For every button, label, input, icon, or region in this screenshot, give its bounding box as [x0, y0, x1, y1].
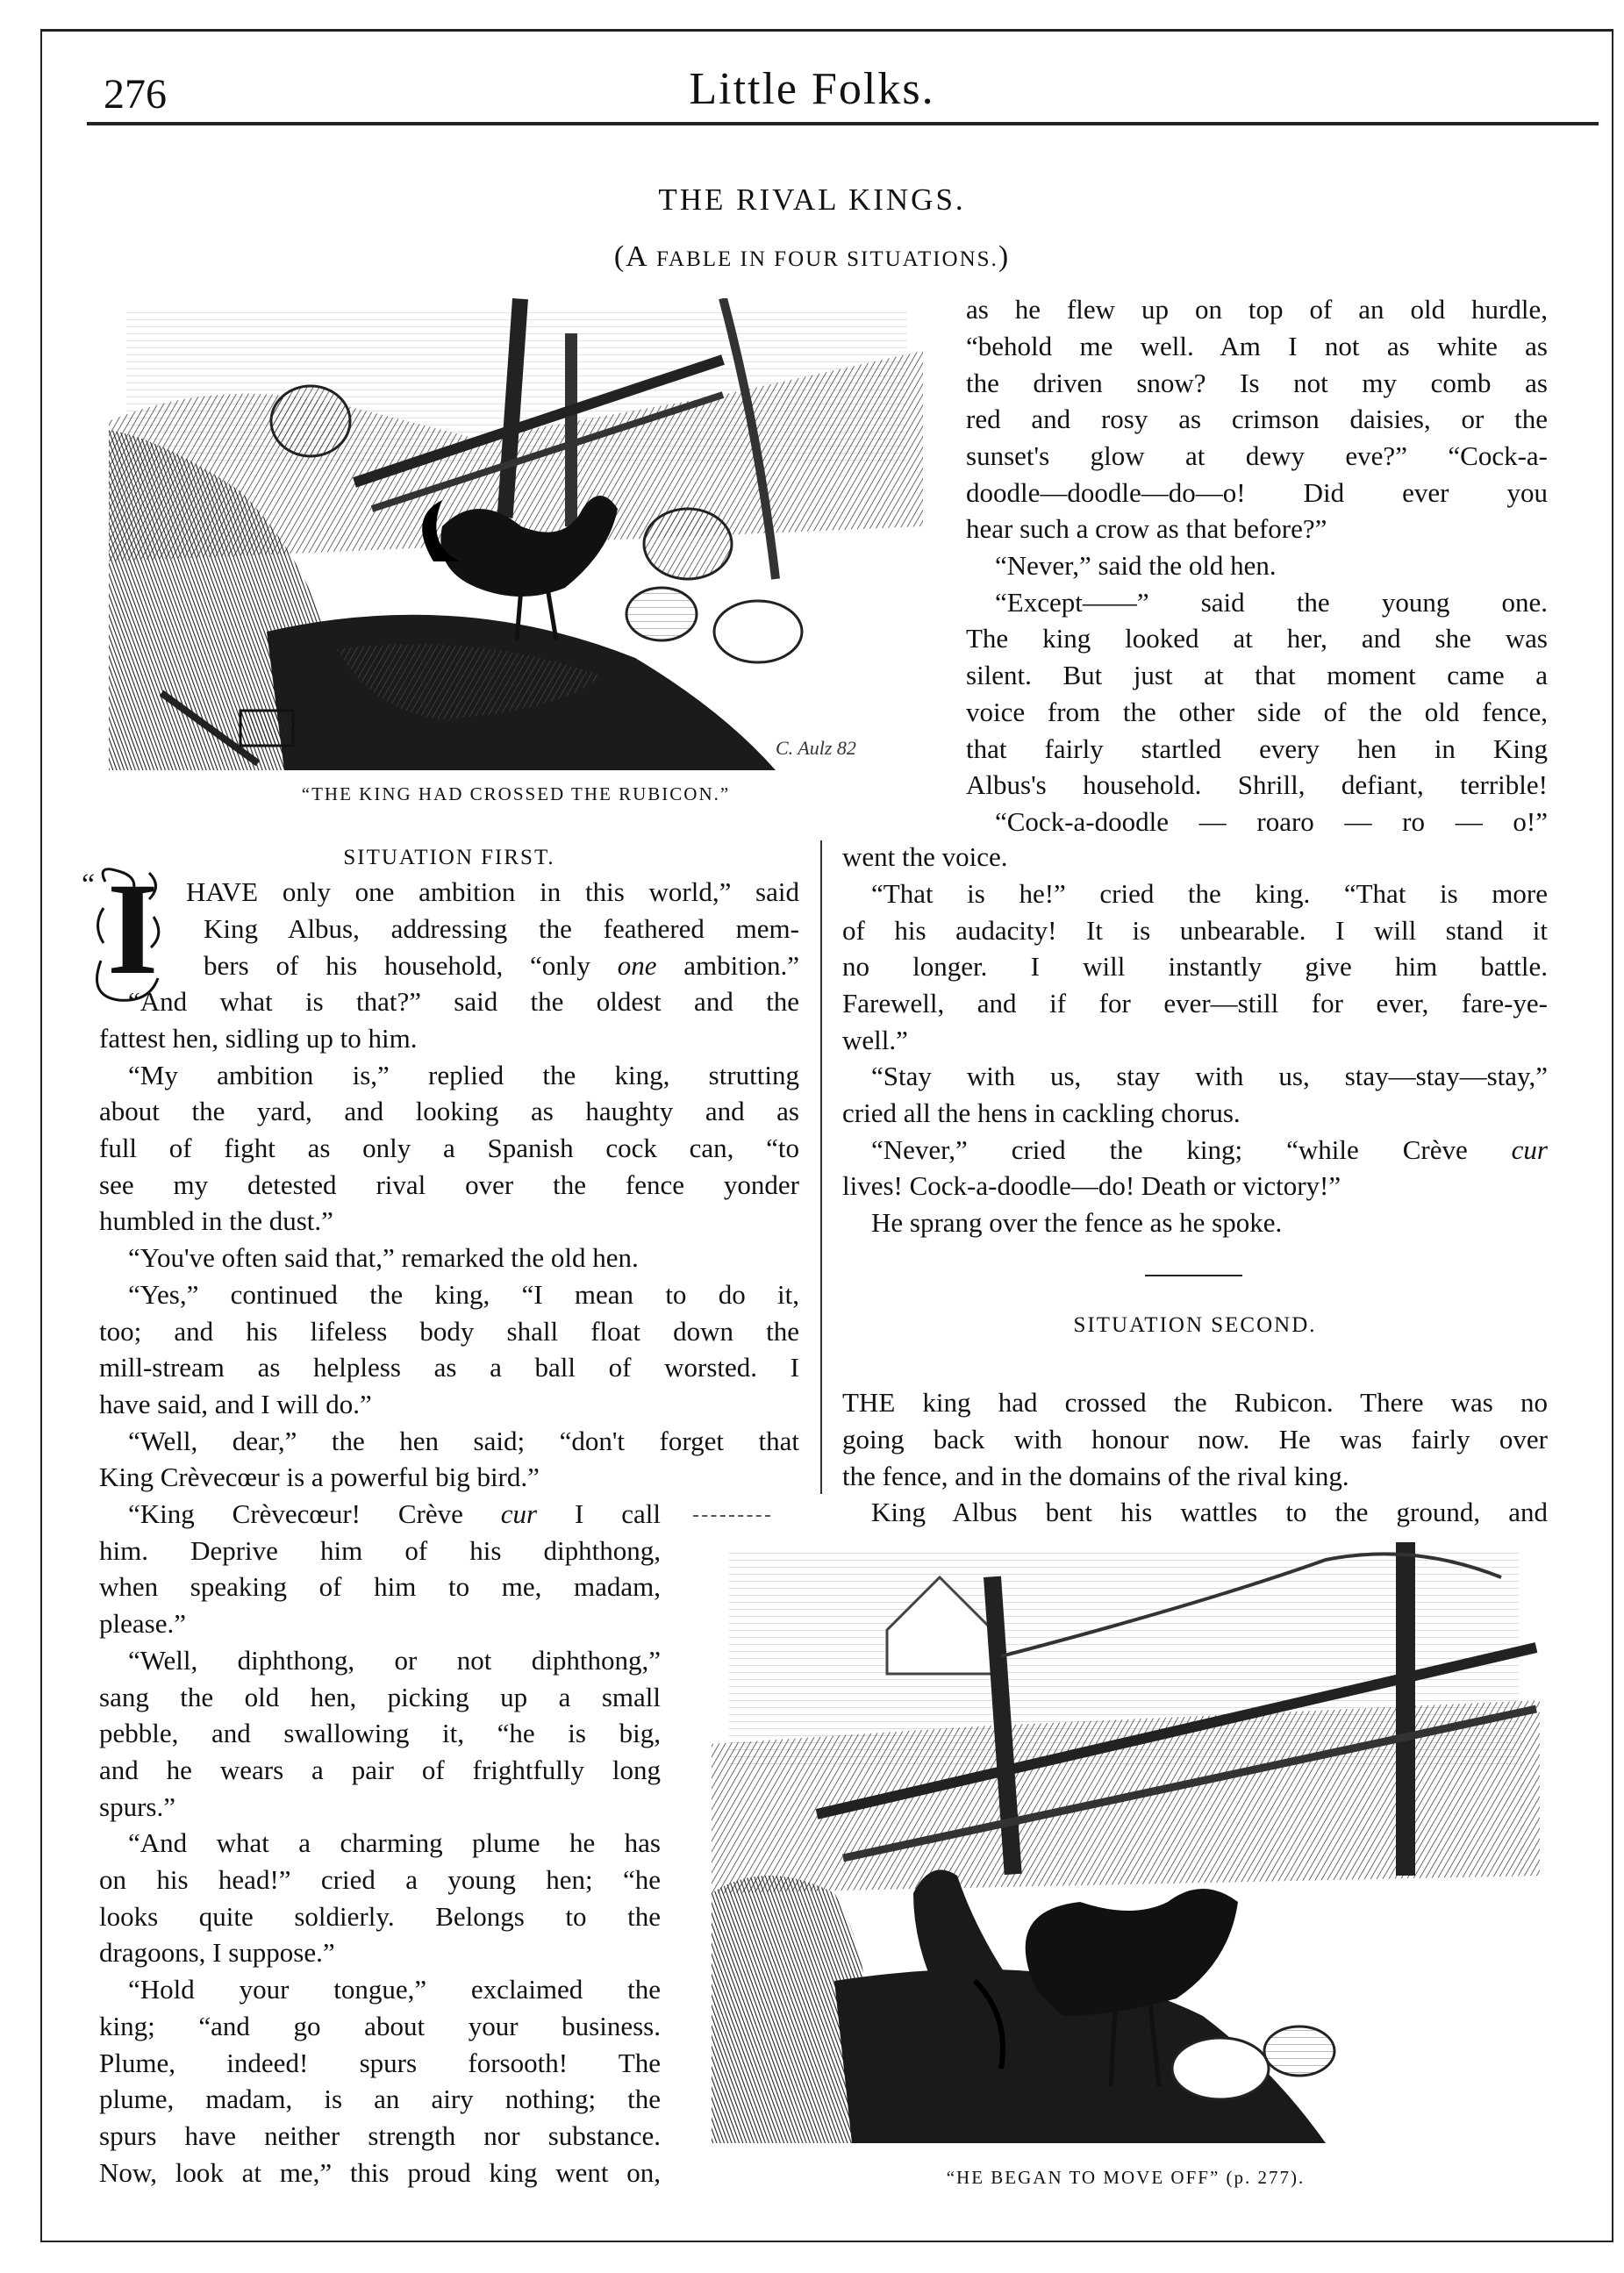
italic-text: one	[617, 949, 657, 981]
text-line: “And what is that?” said the oldest and the	[128, 986, 799, 1018]
text-line: and he wears a pair of frightfully long	[99, 1754, 661, 1785]
text-line: of his audacity! It is unbearable. I will stand it	[842, 914, 1548, 946]
text-line: He sprang over the fence as he spoke.	[871, 1207, 1283, 1239]
illustration-he-began-to-move-off	[712, 1525, 1540, 2143]
section-divider	[1145, 1275, 1242, 1276]
text-line: “Well, diphthong, or not diphthong,”	[128, 1644, 661, 1676]
text-line: “Yes,” continued the king, “I mean to do it,	[128, 1278, 799, 1310]
text-segment: I call	[537, 1498, 661, 1530]
text-line: humbled in the dust.”	[99, 1205, 333, 1237]
text-line: “You've often said that,” remarked the old hen.	[128, 1242, 639, 1274]
subtitle-text: FABLE IN FOUR SITUATIONS.	[648, 247, 998, 271]
text-line: voice from the other side of the old fence,	[966, 696, 1548, 727]
text-line: that fairly startled every hen in King	[966, 733, 1548, 764]
text-line: plume, madam, is an airy nothing; the	[99, 2084, 661, 2115]
text-line: “My ambition is,” replied the king, strutting	[128, 1059, 799, 1090]
text-line: The king looked at her, and she was	[966, 623, 1548, 654]
text-line: dragoons, I suppose.”	[99, 1937, 335, 1969]
page-number: 276	[104, 71, 167, 118]
text-segment: “King Crèvecœur! Crève	[128, 1498, 501, 1530]
section-heading-situation-first: SITUATION FIRST.	[343, 846, 555, 869]
text-line: King Albus, addressing the feathered mem-	[204, 912, 799, 944]
illustration-2-caption: “HE BEGAN TO MOVE OFF” (p. 277).	[946, 2167, 1306, 2188]
text-line: well.”	[842, 1024, 908, 1055]
text-line: full of fight as only a Spanish cock can, “to	[99, 1133, 799, 1164]
text-line: see my detested rival over the fence yonder	[99, 1169, 799, 1200]
text-line: Albus's household. Shrill, defiant, terrible!	[966, 769, 1548, 801]
text-line: the fence, and in the domains of the rival king.	[842, 1460, 1349, 1491]
stray-dash-mark	[693, 1515, 770, 1517]
text-line: “That is he!” cried the king. “That is more	[871, 877, 1548, 909]
text-line: when speaking of him to me, madam,	[99, 1571, 661, 1603]
text-line: sang the old hen, picking up a small	[99, 1681, 661, 1712]
text-line: king; “and go about your business.	[99, 2010, 661, 2041]
text-line: King Crèvecœur is a powerful big bird.”	[99, 1462, 540, 1493]
text-line: THE king had crossed the Rubicon. There was no	[842, 1387, 1548, 1419]
text-line: on his head!” cried a young hen; “he	[99, 1864, 661, 1896]
section-heading-situation-second: SITUATION SECOND.	[1073, 1313, 1317, 1337]
text-line: HAVE only one ambition in this world,” said	[186, 876, 799, 908]
text-line: the driven snow? Is not my comb as	[966, 367, 1548, 398]
text-line: looks quite soldierly. Belongs to the	[99, 1900, 661, 1932]
text-line: doodle—doodle—do—o! Did ever you	[966, 476, 1548, 508]
text-line: please.”	[99, 1608, 186, 1640]
header-rule	[87, 122, 1599, 125]
drop-cap-quote: “	[82, 868, 96, 901]
text-line: “Stay with us, stay with us, stay—stay—stay,”	[871, 1061, 1548, 1092]
italic-text: cur	[1511, 1133, 1548, 1165]
text-line: silent. But just at that moment came a	[966, 660, 1548, 691]
text-segment: ambition.”	[656, 949, 799, 981]
text-line: “Hold your tongue,” exclaimed the	[128, 1974, 661, 2005]
running-title: Little Folks.	[689, 64, 935, 114]
text-line: went the voice.	[842, 841, 1008, 873]
text-line: as he flew up on top of an old hurdle,	[966, 294, 1548, 325]
text-line: about the yard, and looking as haughty and as	[99, 1096, 799, 1127]
text-line: red and rosy as crimson daisies, or the	[966, 404, 1548, 435]
subtitle-open: (A	[613, 240, 649, 273]
text-line: mill-stream as helpless as a ball of worsted. I	[99, 1352, 799, 1383]
text-line: King Albus bent his wattles to the ground, and	[871, 1497, 1548, 1528]
text-line: too; and his lifeless body shall float down the	[99, 1315, 799, 1347]
text-line: “Well, dear,” the hen said; “don't forget that	[128, 1425, 799, 1456]
illustration-1-caption: “THE KING HAD CROSSED THE RUBICON.”	[301, 783, 731, 804]
article-subtitle	[0, 240, 1624, 274]
article-title: THE RIVAL KINGS.	[658, 182, 966, 217]
text-line: “Except——” said the young one.	[995, 586, 1548, 618]
text-segment: “Never,” cried the king; “while Crève	[871, 1133, 1512, 1165]
text-line: “And what a charming plume he has	[128, 1827, 661, 1859]
text-line: “behold me well. Am I not as white as	[966, 330, 1548, 361]
text-line: lives! Cock-a-doodle—do! Death or victory!”	[842, 1170, 1341, 1202]
text-line: have said, and I will do.”	[99, 1388, 372, 1419]
text-line: spurs.”	[99, 1791, 175, 1822]
text-line: him. Deprive him of his diphthong,	[99, 1534, 661, 1566]
text-line: cried all the hens in cackling chorus.	[842, 1097, 1241, 1129]
text-line	[871, 1132, 1548, 1169]
text-line: sunset's glow at dewy eve?” “Cock-a-	[966, 440, 1548, 471]
text-line: Plume, indeed! spurs forsooth! The	[99, 2047, 661, 2078]
text-line: going back with honour now. He was fairly over	[842, 1423, 1548, 1455]
text-line: “Cock-a-doodle — roaro — ro — o!”	[995, 805, 1548, 837]
text-line	[128, 1496, 661, 1533]
text-line: spurs have neither strength nor substance.	[99, 2119, 661, 2151]
text-line: no longer. I will instantly give him battle.	[842, 951, 1548, 983]
text-line: Now, look at me,” this proud king went on,	[99, 2156, 661, 2188]
drop-cap-letter: I	[107, 856, 159, 1002]
italic-text: cur	[500, 1498, 538, 1530]
text-line: “Never,” said the old hen.	[995, 550, 1277, 582]
text-line: fattest hen, sidling up to him.	[99, 1022, 418, 1054]
text-segment: bers of his household, “only	[204, 949, 618, 981]
column-rule	[820, 840, 822, 1494]
illustration-signature: C. Aulz 82	[776, 737, 856, 759]
text-line	[204, 947, 799, 984]
text-line: hear such a crow as that before?”	[966, 513, 1327, 545]
text-line: Farewell, and if for ever—still for ever, fare-ye-	[842, 987, 1548, 1019]
text-line: pebble, and swallowing it, “he is big,	[99, 1718, 661, 1749]
illustration-king-crossed-rubicon	[109, 298, 923, 770]
subtitle-close: )	[998, 240, 1011, 273]
